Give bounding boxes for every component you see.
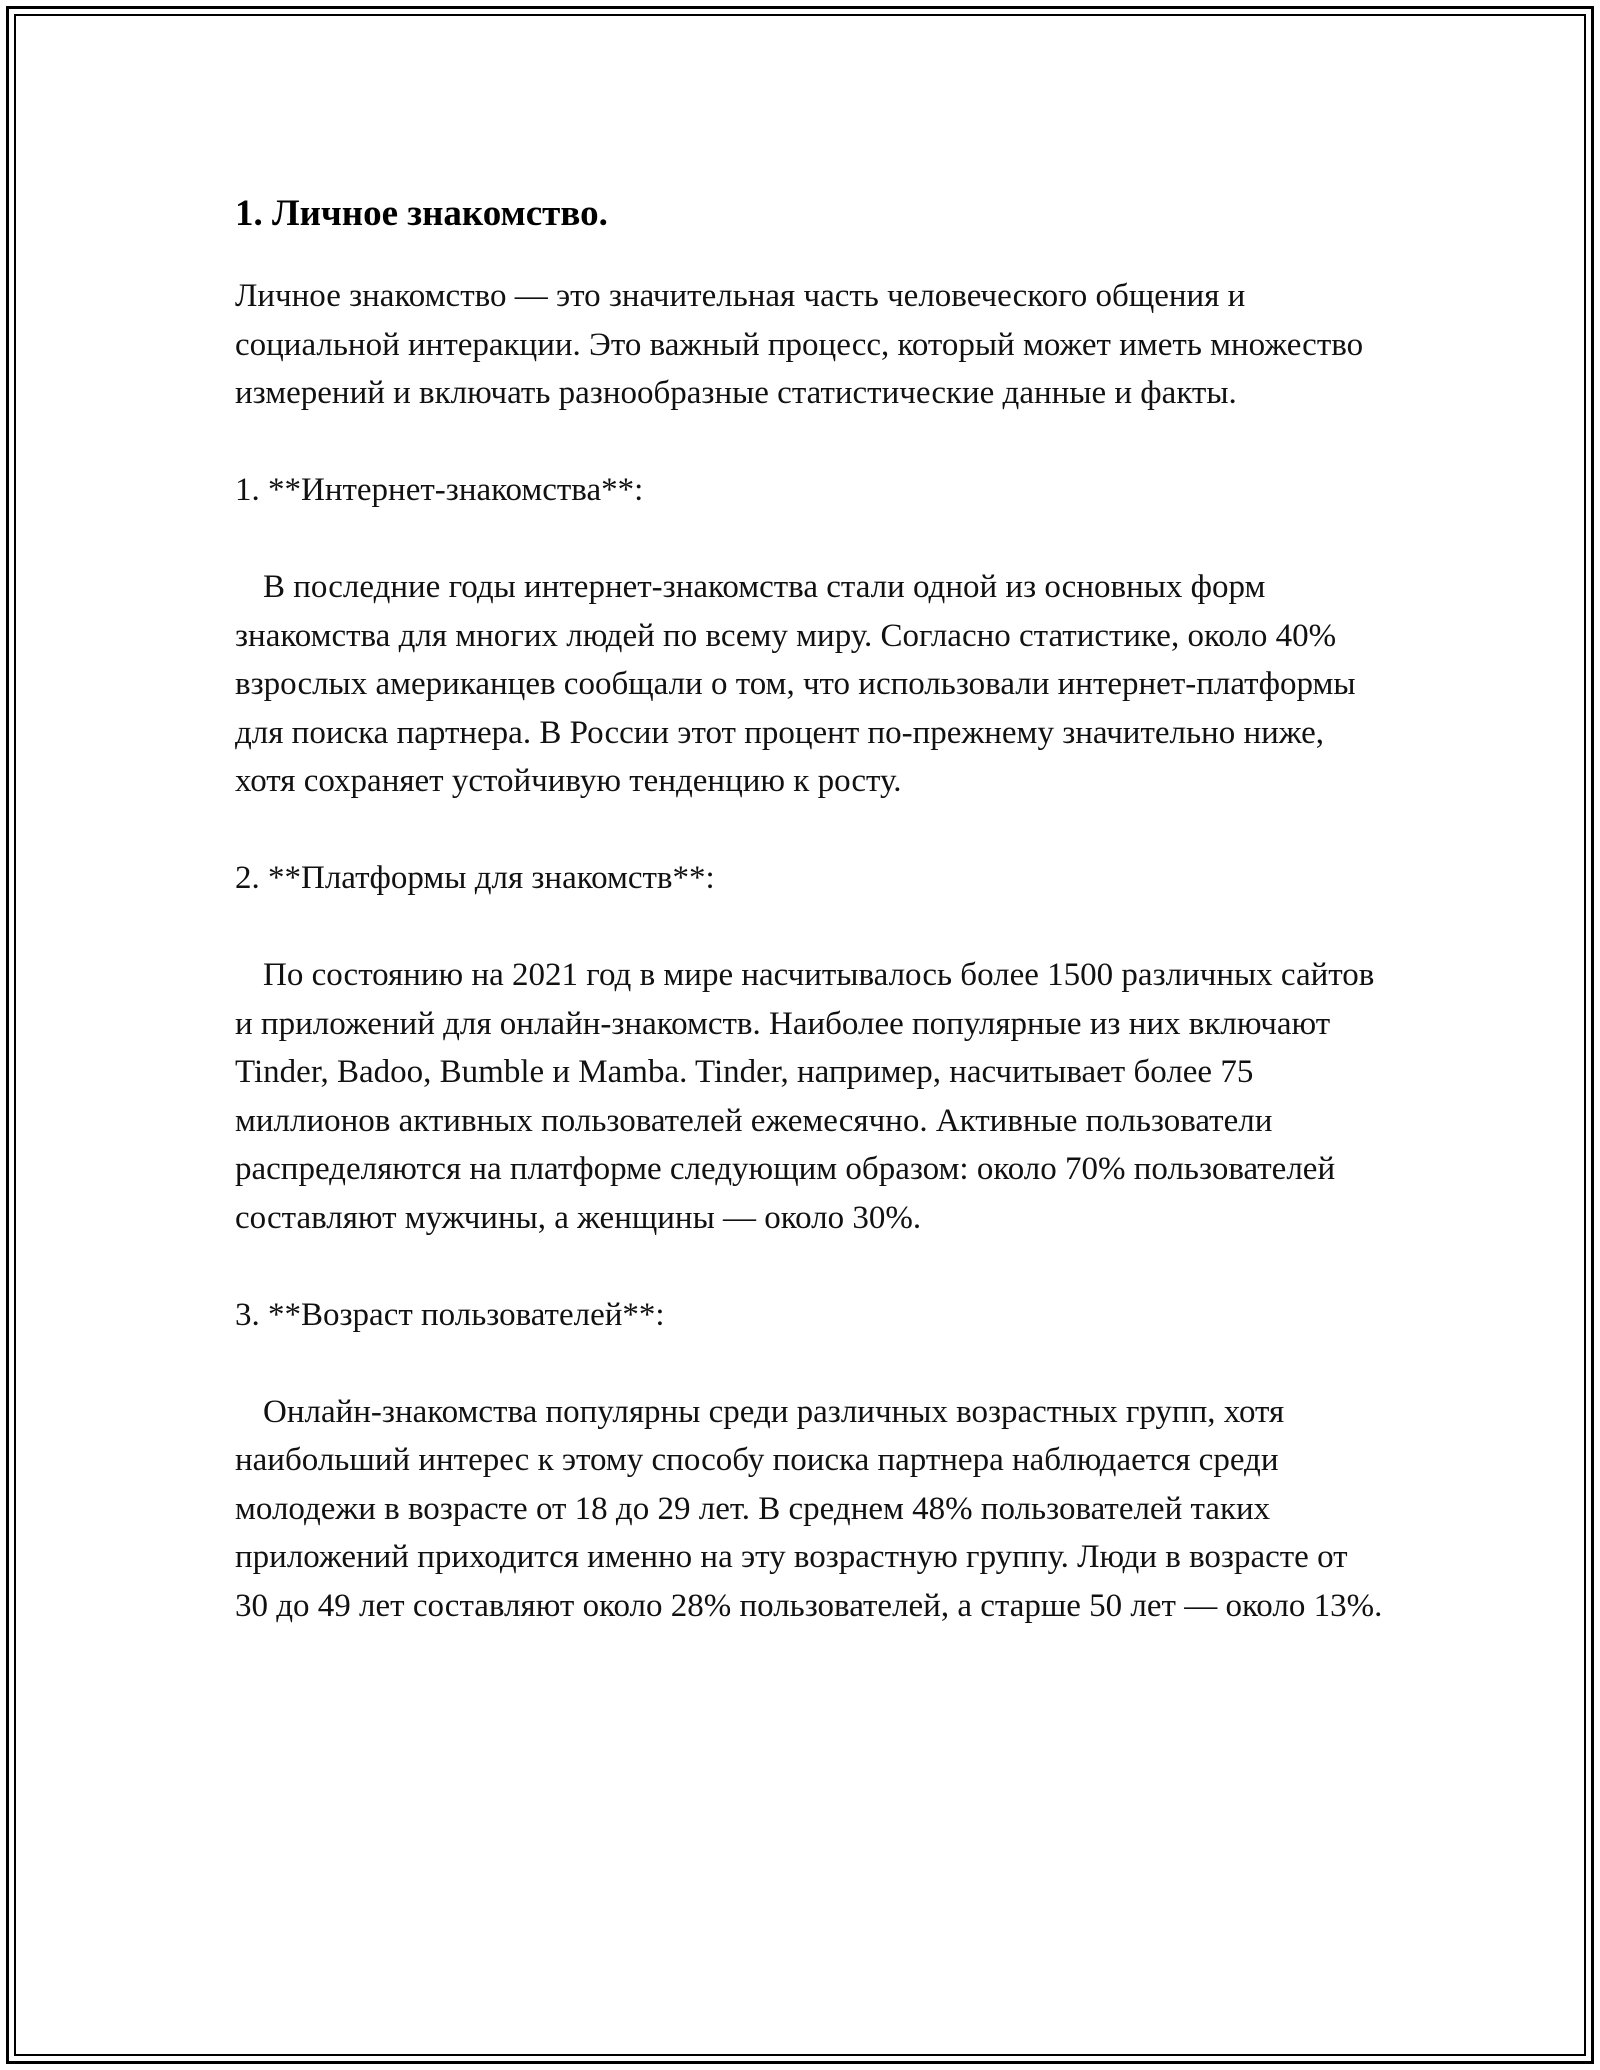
section-heading-internet-dating: 1. **Интернет-знакомства**: — [235, 472, 644, 508]
intro-paragraph: Личное знакомство — это значительная часть человеческого общения и социальной интеракции. Это важный процесс, который может иметь множество измерений и включать разнообразные статистические данные и факты. — [235, 278, 1364, 411]
section-body-dating-platforms: По состоянию на 2021 год в мире насчитывалось более 1500 различных сайтов и приложений для онлайн-знакомств. Наиболее популярные из них включают Tinder, Badoo, Bumble и Mamba. Tinder, например, насчитывает более 75 миллионов активных пользователей ежемесячно. Активные пользователи распределяются на платформе следующим образом: около 70% пользователей составляют мужчины, а женщины — около 30%. — [235, 957, 1375, 1236]
document-title: 1. Личное знакомство. — [235, 193, 608, 234]
section-heading-dating-platforms: 2. **Платформы для знакомств**: — [235, 860, 715, 896]
spacer — [235, 903, 1385, 952]
section-body-internet-dating: В последние годы интернет-знакомства стали одной из основных форм знакомства для многих людей по всему миру. Согласно статистике, около 40% взрослых американцев сообщали о том, что использовали интернет-платформы для поиска партнера. В России этот процент по-прежнему значительно ниже, хотя сохраняет устойчивую тенденцию к росту. — [235, 569, 1356, 799]
spacer — [235, 515, 1385, 564]
section-heading-user-age: 3. **Возраст пользователей**: — [235, 1296, 665, 1333]
spacer — [235, 1242, 1385, 1291]
spacer — [235, 806, 1385, 855]
document-body — [235, 180, 1385, 1630]
spacer — [235, 418, 1385, 467]
spacer — [235, 1339, 1385, 1388]
section-body-user-age: Онлайн-знакомства популярны среди различных возрастных групп, хотя наибольший интерес к этому способу поиска партнера наблюдается среди молодежи в возрасте от 18 до 29 лет. В среднем 48% пользователей таких приложений приходится именно на эту возрастную группу. Люди в возрасте от 30 до 49 лет составляют около 28% пользователей, а старше 50 лет — около 13%. — [235, 1393, 1383, 1624]
